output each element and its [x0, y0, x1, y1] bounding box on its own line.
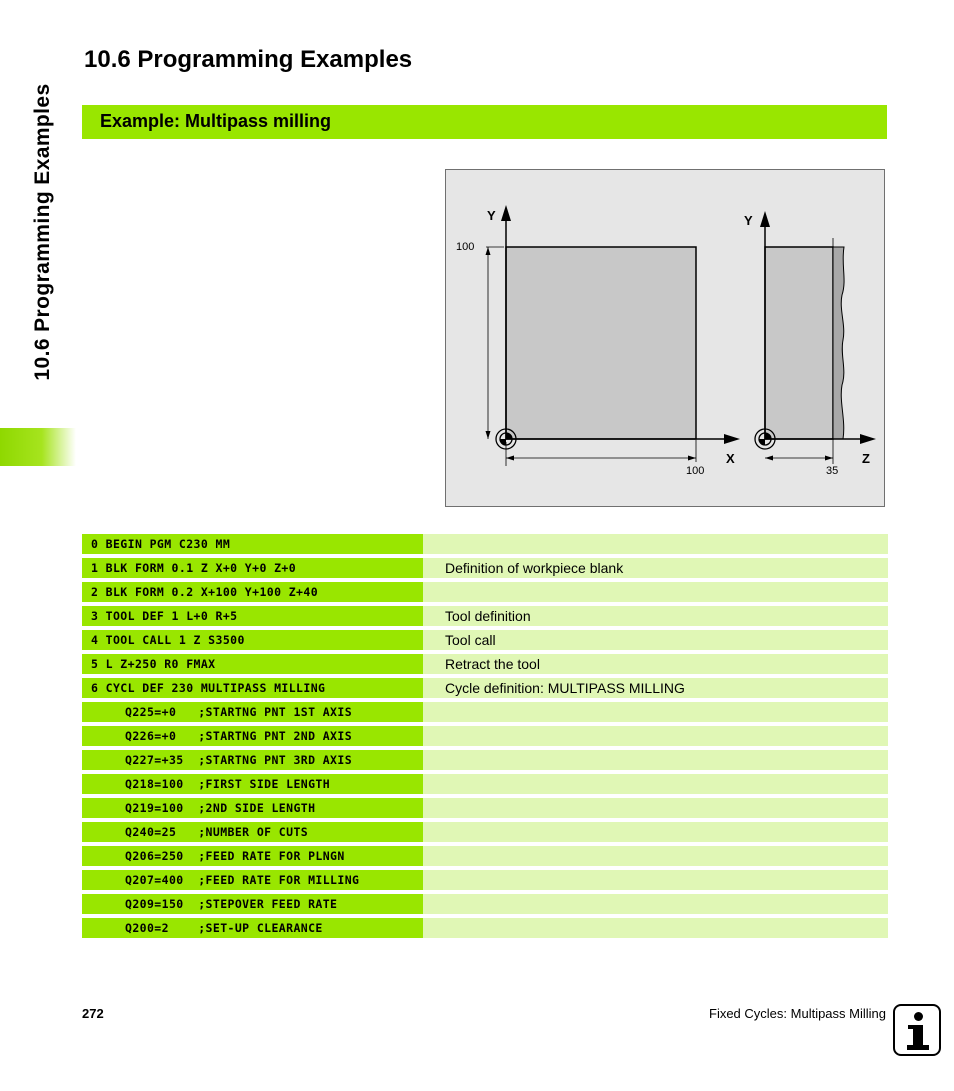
program-line	[82, 654, 888, 674]
nc-comment: Definition of workpiece blank	[423, 558, 888, 578]
program-line	[82, 534, 888, 554]
nc-code: 3 TOOL DEF 1 L+0 R+5	[82, 606, 423, 626]
nc-code: Q227=+35 ;STARTNG PNT 3RD AXIS	[82, 750, 423, 770]
nc-comment	[423, 750, 888, 770]
program-listing	[82, 530, 888, 942]
y-axis-arrow-right	[760, 211, 770, 227]
info-icon	[893, 1004, 941, 1056]
program-line	[82, 750, 888, 770]
workpiece-top-view	[506, 247, 696, 439]
break-line	[833, 247, 844, 439]
workpiece-side-view	[765, 247, 833, 439]
nc-comment	[423, 846, 888, 866]
side-chapter-title-text: 10.6 Programming Examples	[31, 83, 54, 381]
program-line	[82, 918, 888, 938]
nc-comment	[423, 702, 888, 722]
dim-z-label: 35	[826, 465, 839, 477]
chapter-tab-marker	[0, 428, 76, 466]
nc-code: Q226=+0 ;STARTNG PNT 2ND AXIS	[82, 726, 423, 746]
nc-comment: Cycle definition: MULTIPASS MILLING	[423, 678, 888, 698]
side-chapter-title	[26, 52, 60, 412]
program-line	[82, 798, 888, 818]
nc-code: Q218=100 ;FIRST SIDE LENGTH	[82, 774, 423, 794]
nc-code: Q207=400 ;FEED RATE FOR MILLING	[82, 870, 423, 890]
nc-code: Q200=2 ;SET-UP CLEARANCE	[82, 918, 423, 938]
program-line	[82, 894, 888, 914]
nc-comment	[423, 534, 888, 554]
y-axis-label-right: Y	[744, 213, 753, 228]
nc-comment	[423, 870, 888, 890]
program-line	[82, 558, 888, 578]
nc-code: 0 BEGIN PGM C230 MM	[82, 534, 423, 554]
x-axis-label-left: X	[726, 451, 735, 466]
section-header	[82, 105, 887, 139]
nc-code: 1 BLK FORM 0.1 Z X+0 Y+0 Z+0	[82, 558, 423, 578]
dim-x-label: 100	[686, 465, 705, 477]
program-line	[82, 582, 888, 602]
workpiece-drawing	[445, 169, 885, 507]
page-number: 272	[82, 1006, 104, 1021]
nc-code: Q225=+0 ;STARTNG PNT 1ST AXIS	[82, 702, 423, 722]
x-axis-arrow-left	[724, 434, 740, 444]
nc-code: Q209=150 ;STEPOVER FEED RATE	[82, 894, 423, 914]
nc-comment	[423, 726, 888, 746]
program-line	[82, 774, 888, 794]
nc-comment	[423, 582, 888, 602]
program-line	[82, 630, 888, 650]
y-axis-arrow-left	[501, 205, 511, 221]
footer-chapter-title: Fixed Cycles: Multipass Milling	[709, 1006, 886, 1021]
program-line	[82, 822, 888, 842]
nc-code: 6 CYCL DEF 230 MULTIPASS MILLING	[82, 678, 423, 698]
nc-code: 2 BLK FORM 0.2 X+100 Y+100 Z+40	[82, 582, 423, 602]
program-line	[82, 702, 888, 722]
nc-comment	[423, 894, 888, 914]
z-axis-arrow	[860, 434, 876, 444]
nc-comment: Retract the tool	[423, 654, 888, 674]
nc-comment	[423, 798, 888, 818]
y-axis-label-left: Y	[487, 208, 496, 223]
nc-code: 5 L Z+250 R0 FMAX	[82, 654, 423, 674]
page-title: 10.6 Programming Examples	[84, 46, 413, 73]
nc-comment	[423, 918, 888, 938]
nc-comment: Tool definition	[423, 606, 888, 626]
section-title: Example: Multipass milling	[100, 111, 332, 131]
program-line	[82, 678, 888, 698]
nc-comment	[423, 822, 888, 842]
nc-code: 4 TOOL CALL 1 Z S3500	[82, 630, 423, 650]
program-line	[82, 606, 888, 626]
z-axis-label: Z	[862, 451, 870, 466]
nc-comment	[423, 774, 888, 794]
nc-code: Q206=250 ;FEED RATE FOR PLNGN	[82, 846, 423, 866]
nc-code: Q219=100 ;2ND SIDE LENGTH	[82, 798, 423, 818]
nc-comment: Tool call	[423, 630, 888, 650]
nc-code: Q240=25 ;NUMBER OF CUTS	[82, 822, 423, 842]
program-line	[82, 726, 888, 746]
program-line	[82, 846, 888, 866]
program-line	[82, 870, 888, 890]
dim-y-label: 100	[456, 241, 475, 253]
